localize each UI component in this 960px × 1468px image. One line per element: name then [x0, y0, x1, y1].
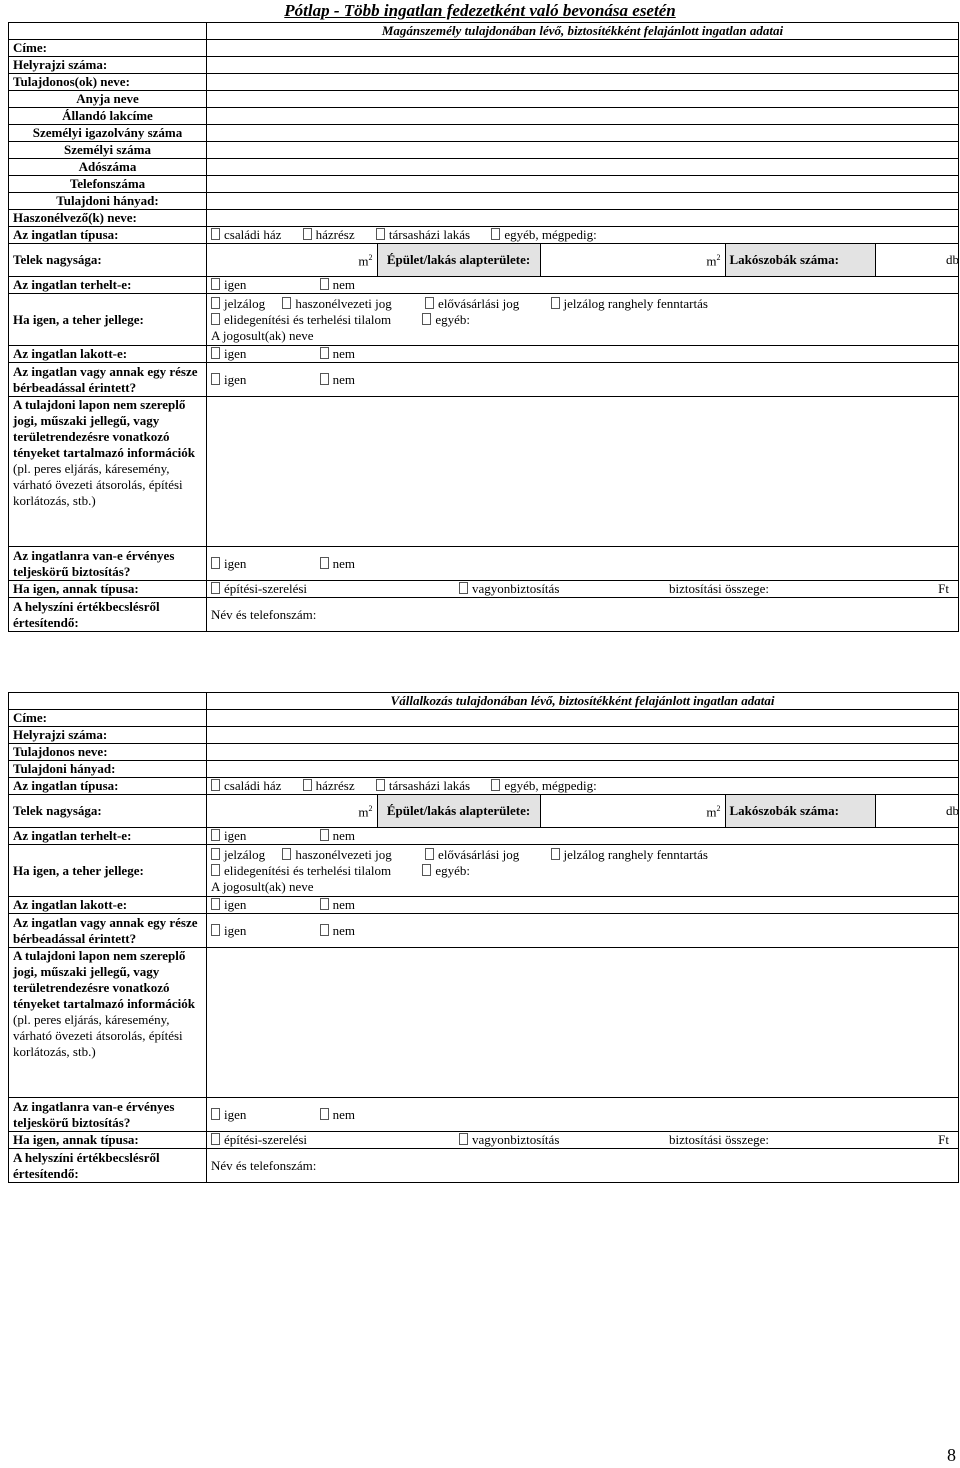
- checkbox-icon[interactable]: [211, 228, 220, 240]
- extra-info-label: A tulajdoni lapon nem szereplő jogi, műszaki jellegű, vagy területrendezésre vonatkozó tényeket tartalmazó információk (pl. peres eljárás, káresemény, várható övezeti átsorolás, építési korlátozás, stb.): [9, 948, 207, 1098]
- owner-field-input[interactable]: [207, 176, 959, 193]
- owner-row: [9, 710, 959, 727]
- checkbox-icon[interactable]: [303, 228, 312, 240]
- occupied-options: [207, 897, 959, 914]
- appraisal-notify-label: A helyszíni értékbecslésről értesítendő:: [9, 598, 207, 632]
- option-property-insurance[interactable]: vagyonbiztosítás: [459, 1132, 669, 1148]
- owner-field-input[interactable]: [207, 40, 959, 57]
- checkbox-icon[interactable]: [376, 779, 385, 791]
- owner-row: [9, 210, 959, 227]
- owner-row: [9, 159, 959, 176]
- checkbox-icon[interactable]: [211, 779, 220, 791]
- building-area-field[interactable]: $m^2$: [540, 795, 725, 827]
- plot-size-label: Telek nagysága:: [9, 795, 207, 828]
- occupied-label: Az ingatlan lakott-e:: [9, 897, 207, 914]
- owner-field-input[interactable]: [207, 727, 959, 744]
- size-row: [207, 244, 959, 277]
- insurance-type-options: [207, 581, 959, 598]
- checkbox-icon[interactable]: [211, 557, 220, 569]
- owner-field-input[interactable]: [207, 210, 959, 227]
- section-header: Magánszemély tulajdonában lévő, biztosítékként felajánlott ingatlan adatai: [207, 23, 959, 40]
- option-property-insurance[interactable]: vagyonbiztosítás: [459, 581, 669, 597]
- rooms-field[interactable]: db: [875, 795, 960, 827]
- checkbox-icon[interactable]: [422, 864, 431, 876]
- checkbox-icon[interactable]: [211, 582, 220, 594]
- option-house-part[interactable]: házrész: [303, 778, 355, 793]
- owner-field-input[interactable]: [207, 74, 959, 91]
- option-mortgage[interactable]: jelzálog: [211, 296, 265, 311]
- option-alienation-ban[interactable]: elidegenítési és terhelési tilalom: [211, 863, 391, 878]
- checkbox-icon[interactable]: [320, 898, 329, 910]
- owner-field-input[interactable]: [207, 91, 959, 108]
- currency-label: Ft: [938, 1132, 949, 1147]
- checkbox-icon[interactable]: [211, 898, 220, 910]
- checkbox-icon[interactable]: [211, 864, 220, 876]
- company-property-form: [8, 692, 959, 1183]
- option-yes[interactable]: igen: [211, 923, 246, 938]
- encumbered-options: [207, 828, 959, 845]
- insurance-label: Az ingatlanra van-e érvényes teljeskörű biztosítás?: [9, 1098, 207, 1132]
- owner-row: [9, 727, 959, 744]
- insurance-type-label: Ha igen, annak típusa:: [9, 581, 207, 598]
- contact-field[interactable]: Név és telefonszám:: [207, 1149, 959, 1183]
- checkbox-icon[interactable]: [211, 373, 220, 385]
- option-other-burden[interactable]: egyéb:: [422, 863, 470, 878]
- checkbox-icon[interactable]: [459, 582, 468, 594]
- owner-row: [9, 57, 959, 74]
- checkbox-icon[interactable]: [282, 297, 291, 309]
- owner-row: [9, 176, 959, 193]
- currency-label: Ft: [938, 581, 949, 596]
- checkbox-icon[interactable]: [425, 297, 434, 309]
- checkbox-icon[interactable]: [211, 297, 220, 309]
- checkbox-icon[interactable]: [282, 848, 291, 860]
- option-yes[interactable]: igen: [211, 346, 246, 361]
- extra-info-label: A tulajdoni lapon nem szereplő jogi, műszaki jellegű, vagy területrendezésre vonatkozó tényeket tartalmazó információk (pl. peres eljárás, káresemény, várható övezeti átsorolás, építési korlátozás, stb.): [9, 397, 207, 547]
- checkbox-icon[interactable]: [491, 779, 500, 791]
- plot-size-field[interactable]: $m^2$: [358, 253, 373, 269]
- owner-field-input[interactable]: [207, 744, 959, 761]
- owner-field-label: Címe:: [9, 710, 207, 727]
- section-header: Vállalkozás tulajdonában lévő, biztosítékként felajánlott ingatlan adatai: [207, 693, 959, 710]
- checkbox-icon[interactable]: [320, 278, 329, 290]
- checkbox-icon[interactable]: [376, 228, 385, 240]
- checkbox-icon[interactable]: [425, 848, 434, 860]
- extra-info-field[interactable]: [207, 948, 959, 1098]
- rooms-field[interactable]: db: [875, 244, 960, 276]
- checkbox-icon[interactable]: [551, 297, 560, 309]
- owner-field-label: Tulajdoni hányad:: [9, 193, 207, 210]
- owner-field-label: Anyja neve: [9, 91, 207, 108]
- beneficiary-name-field[interactable]: A jogosult(ak) neve: [211, 327, 314, 343]
- owner-row: [9, 761, 959, 778]
- option-yes[interactable]: igen: [211, 372, 246, 387]
- owner-field-input[interactable]: [207, 108, 959, 125]
- option-no[interactable]: nem: [320, 277, 355, 292]
- option-construction[interactable]: építési-szerelési: [211, 1132, 459, 1148]
- burden-type-label: Ha igen, a teher jellege:: [9, 845, 207, 897]
- encumbered-label: Az ingatlan terhelt-e:: [9, 828, 207, 845]
- option-no[interactable]: nem: [320, 1107, 355, 1122]
- option-condo[interactable]: társasházi lakás: [376, 778, 470, 793]
- insurance-type-options: [207, 1132, 959, 1149]
- appraisal-notify-label: A helyszíni értékbecslésről értesítendő:: [9, 1149, 207, 1183]
- insurance-options: [207, 1098, 959, 1132]
- occupied-options: [207, 346, 959, 363]
- checkbox-icon[interactable]: [211, 1133, 220, 1145]
- encumbered-options: [207, 277, 959, 294]
- owner-field-label: Tulajdonos(ok) neve:: [9, 74, 207, 91]
- beneficiary-name-field[interactable]: A jogosult(ak) neve: [211, 878, 314, 894]
- option-preemption[interactable]: elővásárlási jog: [425, 847, 519, 862]
- option-other[interactable]: egyéb, mégpedig:: [491, 778, 596, 793]
- section-header-spacer: [9, 693, 207, 710]
- checkbox-icon[interactable]: [459, 1133, 468, 1145]
- burden-type-label: Ha igen, a teher jellege:: [9, 294, 207, 346]
- section-header-spacer: [9, 23, 207, 40]
- owner-row: [9, 91, 959, 108]
- checkbox-icon[interactable]: [320, 373, 329, 385]
- option-other[interactable]: egyéb, mégpedig:: [491, 227, 596, 242]
- owner-field-input[interactable]: [207, 193, 959, 210]
- checkbox-icon[interactable]: [491, 228, 500, 240]
- checkbox-icon[interactable]: [422, 313, 431, 325]
- checkbox-icon[interactable]: [551, 848, 560, 860]
- owner-field-input[interactable]: [207, 57, 959, 74]
- owner-row: [9, 193, 959, 210]
- encumbered-label: Az ingatlan terhelt-e:: [9, 277, 207, 294]
- building-area-field[interactable]: $m^2$: [540, 244, 725, 276]
- page-number: 8: [947, 1445, 956, 1465]
- checkbox-icon[interactable]: [320, 924, 329, 936]
- owner-field-input[interactable]: [207, 142, 959, 159]
- property-type-options: [207, 227, 959, 244]
- contact-field[interactable]: Név és telefonszám:: [207, 598, 959, 632]
- checkbox-icon[interactable]: [211, 1108, 220, 1120]
- page-title: Pótlap - Több ingatlan fedezetként való bevonása esetén: [284, 1, 676, 20]
- option-other-burden[interactable]: egyéb:: [422, 312, 470, 327]
- option-no[interactable]: nem: [320, 923, 355, 938]
- insurance-label: Az ingatlanra van-e érvényes teljeskörű biztosítás?: [9, 547, 207, 581]
- option-mortgage-rank[interactable]: jelzálog ranghely fenntartás: [551, 296, 708, 311]
- option-mortgage[interactable]: jelzálog: [211, 847, 265, 862]
- checkbox-icon[interactable]: [211, 313, 220, 325]
- option-yes[interactable]: igen: [211, 828, 246, 843]
- owner-row: [9, 40, 959, 57]
- owner-field-label: Helyrajzi száma:: [9, 57, 207, 74]
- checkbox-icon[interactable]: [320, 1108, 329, 1120]
- option-construction[interactable]: építési-szerelési: [211, 581, 459, 597]
- checkbox-icon[interactable]: [320, 557, 329, 569]
- building-area-label: Épület/lakás alapterülete:: [377, 795, 540, 827]
- property-type-options: [207, 778, 959, 795]
- option-yes[interactable]: igen: [211, 897, 246, 912]
- owner-row: [9, 108, 959, 125]
- insurance-amount-label: biztosítási összege:: [669, 1132, 770, 1147]
- occupied-label: Az ingatlan lakott-e:: [9, 346, 207, 363]
- option-yes[interactable]: igen: [211, 277, 246, 292]
- owner-row: [9, 125, 959, 142]
- option-family-house[interactable]: családi ház: [211, 778, 281, 793]
- owner-field-label: Személyi igazolvány száma: [9, 125, 207, 142]
- owner-field-label: Haszonélvező(k) neve:: [9, 210, 207, 227]
- option-usufruct[interactable]: haszonélvezeti jog: [282, 296, 391, 311]
- checkbox-icon[interactable]: [211, 848, 220, 860]
- option-no[interactable]: nem: [320, 828, 355, 843]
- burden-options: [207, 294, 959, 346]
- owner-field-label: Tulajdonos neve:: [9, 744, 207, 761]
- checkbox-icon[interactable]: [303, 779, 312, 791]
- option-alienation-ban[interactable]: elidegenítési és terhelési tilalom: [211, 312, 391, 327]
- option-preemption[interactable]: elővásárlási jog: [425, 296, 519, 311]
- owner-field-label: Személyi száma: [9, 142, 207, 159]
- option-no[interactable]: nem: [320, 346, 355, 361]
- leased-label: Az ingatlan vagy annak egy része bérbeadással érintett?: [9, 363, 207, 397]
- checkbox-icon[interactable]: [320, 829, 329, 841]
- checkbox-icon[interactable]: [320, 347, 329, 359]
- owner-row: [9, 74, 959, 91]
- extra-info-field[interactable]: [207, 397, 959, 547]
- owner-field-input[interactable]: [207, 761, 959, 778]
- owner-field-input[interactable]: [207, 125, 959, 142]
- owner-field-label: Címe:: [9, 40, 207, 57]
- owner-field-input[interactable]: [207, 710, 959, 727]
- option-condo[interactable]: társasházi lakás: [376, 227, 470, 242]
- owner-field-input[interactable]: [207, 159, 959, 176]
- option-no[interactable]: nem: [320, 372, 355, 387]
- checkbox-icon[interactable]: [211, 347, 220, 359]
- insurance-type-label: Ha igen, annak típusa:: [9, 1132, 207, 1149]
- option-yes[interactable]: igen: [211, 556, 246, 571]
- owner-field-label: Tulajdoni hányad:: [9, 761, 207, 778]
- owner-field-label: Helyrajzi száma:: [9, 727, 207, 744]
- option-mortgage-rank[interactable]: jelzálog ranghely fenntartás: [551, 847, 708, 862]
- rooms-label: Lakószobák száma:: [725, 795, 875, 827]
- leased-options: [207, 914, 959, 948]
- plot-size-field[interactable]: $m^2$: [358, 804, 373, 820]
- leased-options: [207, 363, 959, 397]
- insurance-amount-label: biztosítási összege:: [669, 581, 770, 596]
- size-row: [207, 795, 959, 828]
- option-house-part[interactable]: házrész: [303, 227, 355, 242]
- option-usufruct[interactable]: haszonélvezeti jog: [282, 847, 391, 862]
- option-no[interactable]: nem: [320, 897, 355, 912]
- property-type-label: Az ingatlan típusa:: [9, 778, 207, 795]
- option-no[interactable]: nem: [320, 556, 355, 571]
- owner-row: [9, 744, 959, 761]
- burden-options: [207, 845, 959, 897]
- plot-size-label: Telek nagysága:: [9, 244, 207, 277]
- owner-field-label: Adószáma: [9, 159, 207, 176]
- checkbox-icon[interactable]: [211, 829, 220, 841]
- checkbox-icon[interactable]: [211, 924, 220, 936]
- option-yes[interactable]: igen: [211, 1107, 246, 1122]
- checkbox-icon[interactable]: [211, 278, 220, 290]
- owner-field-label: Állandó lakcíme: [9, 108, 207, 125]
- private-property-form: [8, 22, 959, 632]
- owner-field-label: Telefonszáma: [9, 176, 207, 193]
- leased-label: Az ingatlan vagy annak egy része bérbeadással érintett?: [9, 914, 207, 948]
- building-area-label: Épület/lakás alapterülete:: [377, 244, 540, 276]
- insurance-options: [207, 547, 959, 581]
- property-type-label: Az ingatlan típusa:: [9, 227, 207, 244]
- option-family-house[interactable]: családi ház: [211, 227, 281, 242]
- rooms-label: Lakószobák száma:: [725, 244, 875, 276]
- owner-row: [9, 142, 959, 159]
